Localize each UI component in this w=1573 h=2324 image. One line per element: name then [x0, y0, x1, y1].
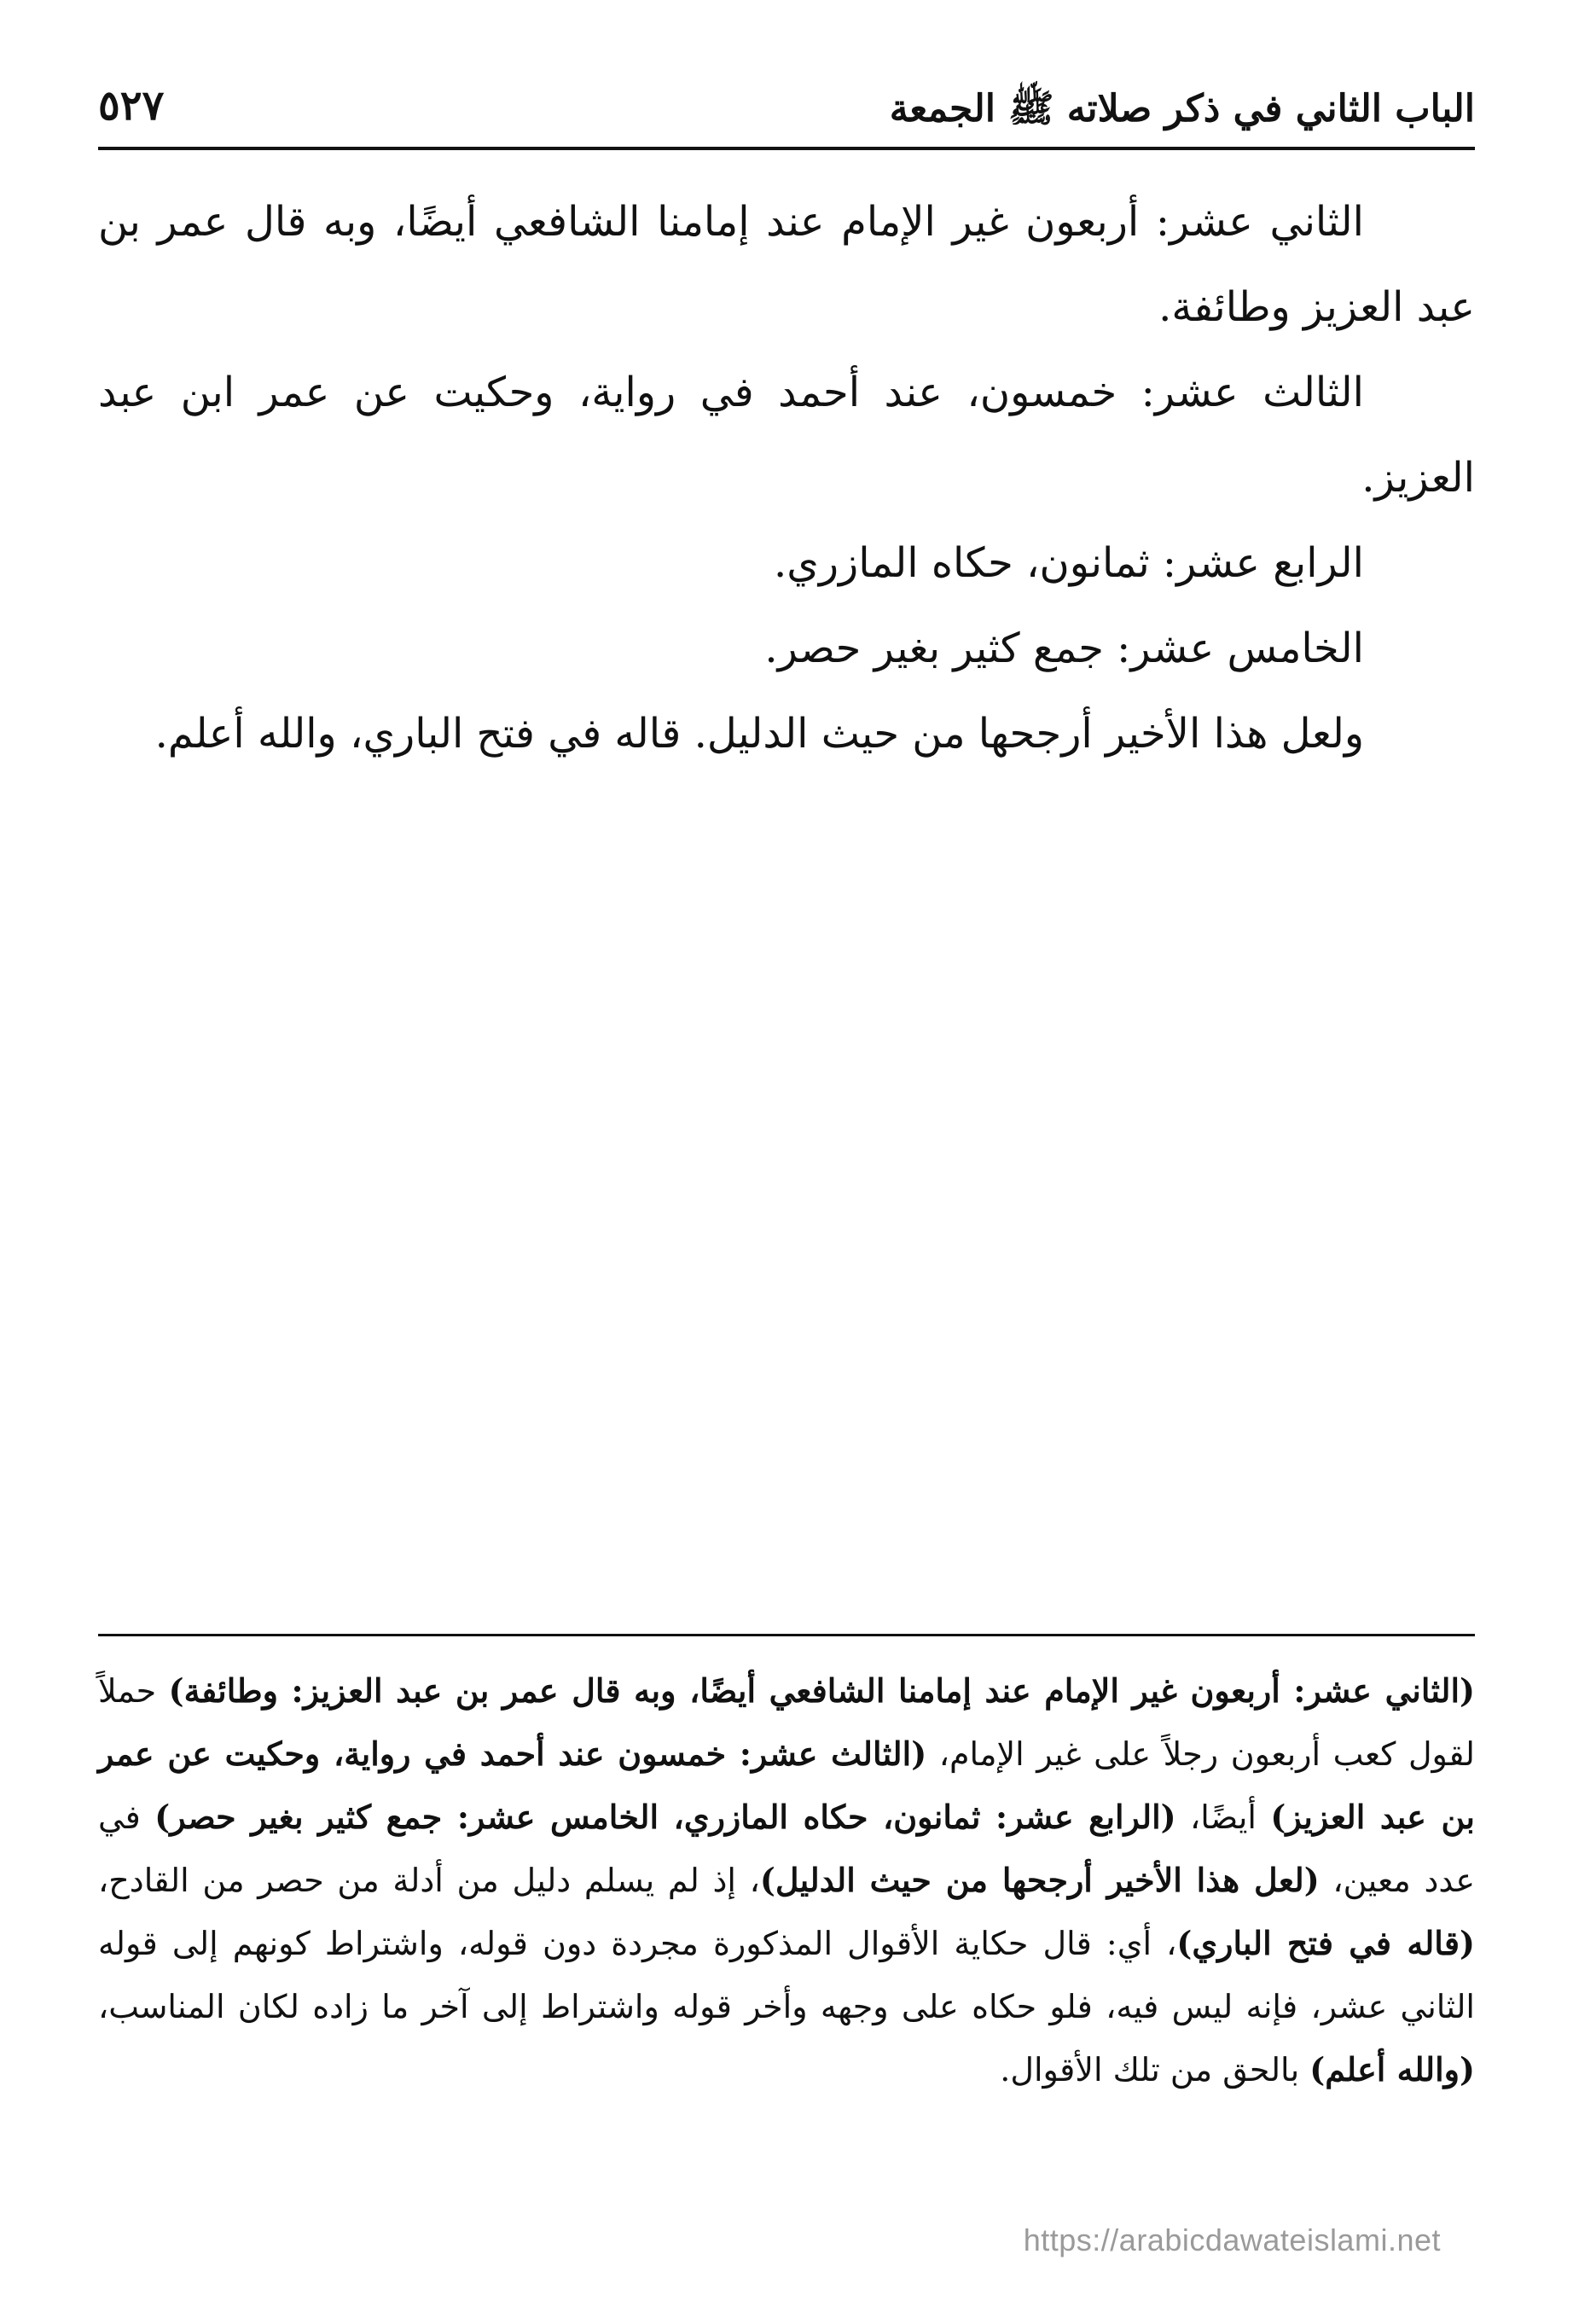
commentary-text: حملاً لقول كعب أربعون رجلاً على غير الإمام، [98, 1672, 1475, 1773]
paragraph-thirteenth: الثالث عشر: خمسون، عند أحمد في رواية، وحكيت عن عمر ابن عبد العزيز. [98, 369, 1475, 502]
quoted-text: (قاله في فتح الباري) [1176, 1924, 1476, 1962]
commentary-text: بالحق من تلك الأقوال. [1000, 2051, 1310, 2089]
paragraph-twelfth: الثاني عشر: أربعون غير الإمام عند إمامنا الشافعي أيضًا، وبه قال عمر بن عبد العزيز وطائفة. [98, 198, 1475, 331]
main-text [98, 179, 1475, 776]
footnote-paragraph [98, 1659, 1475, 2101]
footnote-divider [98, 1634, 1475, 1636]
watermark-url: https://arabicdawateislami.net [1023, 2222, 1441, 2257]
page-number: ٥٢٧ [98, 82, 165, 130]
commentary-text: أيضًا، [1175, 1798, 1271, 1836]
running-header [98, 78, 1475, 150]
quoted-text: (الرابع عشر: ثمانون، حكاه المازري، الخامس عشر: جمع كثير بغير حصر) [154, 1798, 1176, 1836]
quoted-text: (الثالث عشر: خمسون عند أحمد في رواية، وحكيت عن عمر بن عبد العزيز) [98, 1734, 1476, 1836]
quoted-text: (والله أعلم) [1309, 2050, 1475, 2089]
quoted-text: (لعل هذا الأخير أرجحها من حيث الدليل) [759, 1861, 1320, 1899]
footnote-commentary [98, 1659, 1475, 2101]
paragraph-fourteenth: الرابع عشر: ثمانون، حكاه المازري. [774, 539, 1364, 587]
paragraph-fifteenth: الخامس عشر: جمع كثير بغير حصر. [764, 625, 1364, 672]
commentary-text: ، أي: قال حكاية الأقوال المذكورة مجردة دون قوله، واشتراط كونهم إلى قوله الثاني عشر، فإنه ليس فيه، فلو حكاه على وجهه وأخر قوله واشتراط إلى آخر ما زاده لكان المناسب، [98, 1925, 1475, 2025]
commentary-text: ، إذ لم يسلم دليل من أدلة من حصر من القادح، [98, 1862, 760, 1899]
paragraph-conclusion: ولعل هذا الأخير أرجحها من حيث الدليل. قاله في فتح الباري، والله أعلم. [154, 710, 1364, 758]
quoted-text: (الثاني عشر: أربعون غير الإمام عند إمامنا الشافعي أيضًا، وبه قال عمر بن عبد العزيز: وطائفة) [168, 1671, 1476, 1710]
chapter-title: الباب الثاني في ذكر صلاته ﷺ الجمعة [889, 87, 1475, 131]
commentary-text: في عدد معين، [98, 1798, 1475, 1899]
